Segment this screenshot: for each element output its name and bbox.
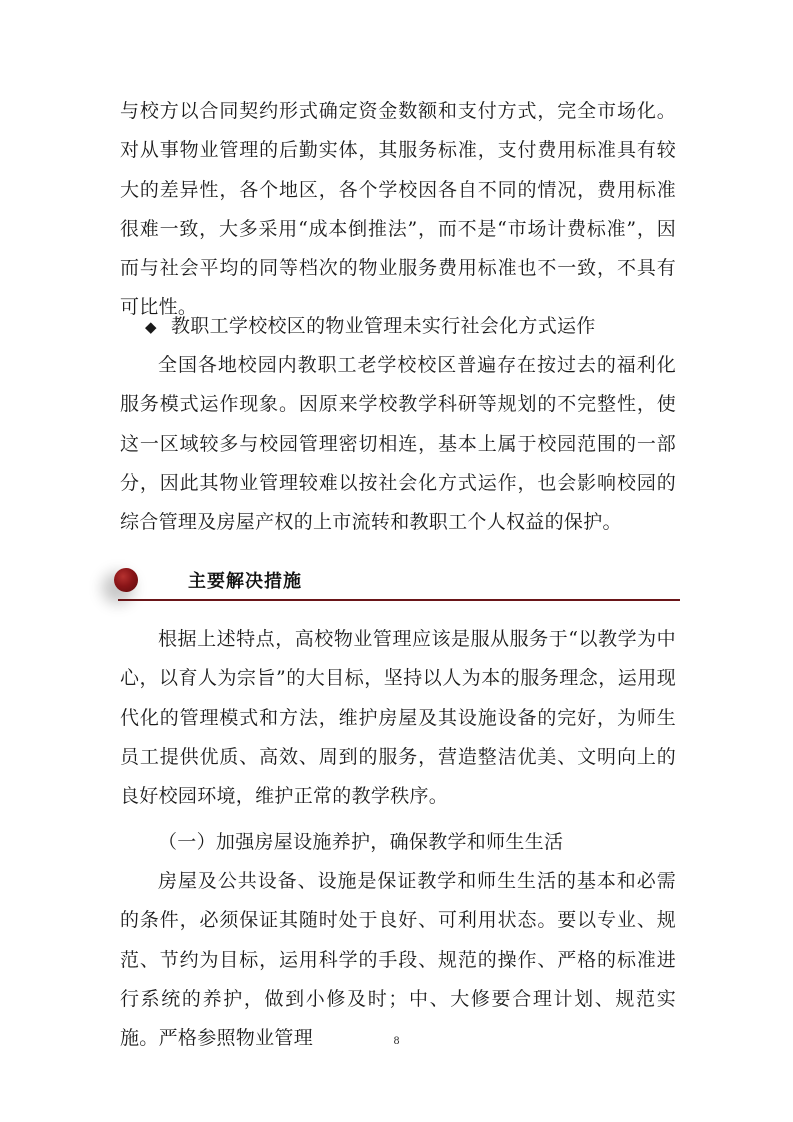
subsection-heading: （一）加强房屋设施养护，确保教学和师生生活 [158, 831, 564, 853]
bullet-item [145, 313, 596, 340]
section-heading [118, 563, 680, 601]
intro-paragraph: 与校方以合同契约形式确定资金数额和支付方式，完全市场化。对从事物业管理的后勤实体，其服务标准，支付费用标准具有较大的差异性，各个地区，各个学校因各自不同的情况，费用标准很难一致，大多采用“成本倒推法”，而不是“市场计费标准”，因而与社会平均的同等档次的物业服务费用标准也不一致，不具有可比性。 [120, 100, 676, 319]
page-number: 8 [393, 1036, 400, 1047]
section-heading-text: 主要解决措施 [188, 571, 302, 592]
bullet-paragraph: 全国各地校园内教职工老学校校区普遍存在按过去的福利化服务模式运作现象。因原来学校教学科研等规划的不完整性，使这一区域较多与校园管理密切相连，基本上属于校园范围的一部分，因此其物业管理较难以按社会化方式运作，也会影响校园的综合管理及房屋产权的上市流转和教职工个人权益的保护。 [120, 354, 676, 534]
bullet-item-text: 教职工学校校区的物业管理未实行社会化方式运作 [171, 315, 596, 337]
red-ball-icon [114, 568, 138, 592]
heading-underline [118, 599, 680, 601]
section-paragraph: 根据上述特点，高校物业管理应该是服从服务于“以教学为中心，以育人为宗旨”的大目标，坚持以人为本的服务理念，运用现代化的管理模式和方法，维护房屋及其设施设备的完好，为师生员工提供优质、高效、周到的服务，营造整洁优美、文明向上的良好校园环境，维护正常的教学秩序。 [120, 628, 676, 808]
subsection-paragraph: 房屋及公共设备、设施是保证教学和师生生活的基本和必需的条件，必须保证其随时处于良好、可利用状态。要以专业、规范、节约为目标，运用科学的手段、规范的操作、严格的标准进行系统的养护，做到小修及时；中、大修要合理计划、规范实施。严格参照物业管理 [120, 870, 676, 1050]
diamond-bullet-icon: ◆ [145, 318, 157, 336]
